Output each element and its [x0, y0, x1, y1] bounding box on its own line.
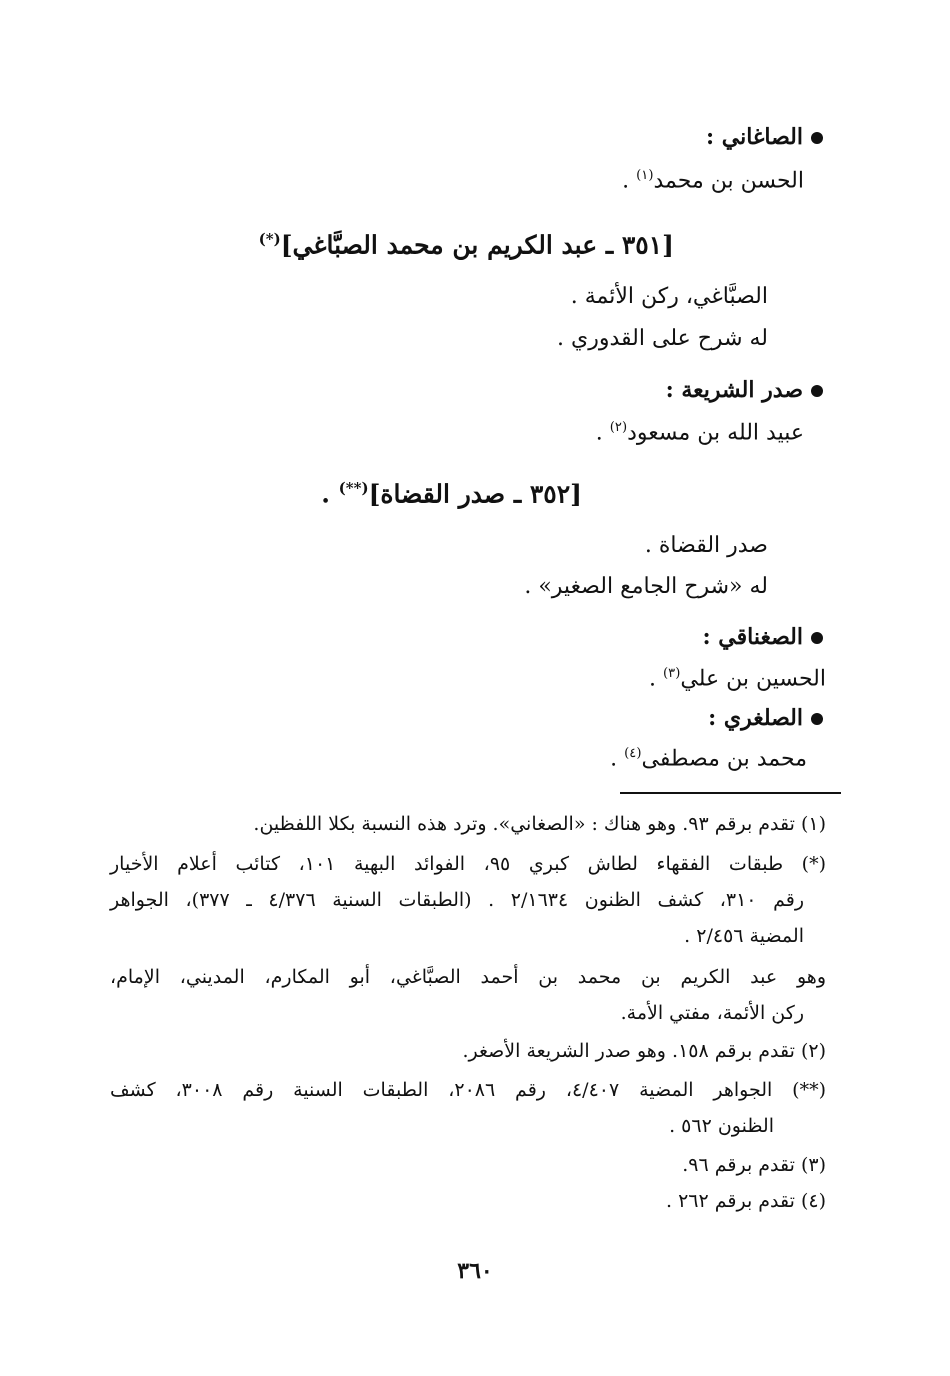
entry-sighnaqi-body: الحسين بن علي$^{(٣)}$ .: [648, 666, 826, 692]
entry-salghari-body: محمد بن مصطفى$^{(٤)}$ .: [610, 746, 807, 772]
footnote-ref-3: (٣): [662, 666, 681, 681]
footnote-1: (١) تقدم برقم ٩٣. وهو هناك : «الصغاني». وترد هذه النسبة بكلا اللفظين.: [253, 813, 826, 835]
footnote-ref-4: (٤): [624, 746, 642, 761]
footnote-ref-star: (*): [258, 230, 281, 248]
heading-sighnaqi: الصغناقي :: [703, 624, 823, 650]
bullet-icon: [811, 713, 823, 725]
footnote-double-star-line1: (**) الجواهر المضية ٤/٤٠٧، رقم ٢٠٨٦، الطبقات السنية رقم ٣٠٠٨، كشف: [110, 1079, 827, 1101]
footnote-divider: [620, 792, 841, 794]
footnote-double-star-line2: الظنون ٥٦٢ .: [669, 1115, 774, 1137]
bullet-icon: [811, 385, 823, 397]
bullet-icon: [811, 132, 823, 144]
entry-title-352: [٣٥٢ ـ صدر القضاة](**) .: [321, 479, 582, 509]
footnote-star-line1: (*) طبقات الفقهاء لطاش كبري ٩٥، الفوائد البهية ١٠١، كتائب أعلام الأخيار: [110, 853, 826, 875]
footnote-ref-double-star: (**): [338, 479, 369, 497]
footnote-ref-2: (٢): [609, 420, 628, 435]
heading-saghani: الصاغاني :: [706, 124, 823, 150]
footnote-star-line2: رقم ٣١٠، كشف الظنون ٢/١٦٣٤ . (الطبقات السنية ٤/٣٧٦ ـ ٣٧٧)، الجواهر: [110, 889, 804, 911]
heading-sadr-alsharia: صدر الشريعة :: [666, 377, 823, 403]
footnote-star-para2-line1: وهو عبد الكريم بن محمد بن أحمد الصبَّاغي، أبو المكارم، المديني، الإمام،: [110, 966, 826, 988]
entry-sadr-alsharia-body: عبيد الله بن مسعود$^{(٢)}$ .: [595, 420, 804, 446]
footnote-star-line3: المضية ٢/٤٥٦ .: [684, 925, 804, 947]
entry-352-line1: صدر القضاة .: [644, 533, 768, 558]
entry-saghani-body: الحسن بن محمد$^{(١)}$ .: [622, 168, 804, 194]
entry-title-351: [٣٥١ ـ عبد الكريم بن محمد الصبَّاغي](*): [258, 230, 674, 260]
entry-352-line2: له «شرح الجامع الصغير» .: [524, 574, 768, 599]
bullet-icon: [811, 632, 823, 644]
footnote-3: (٣) تقدم برقم ٩٦.: [682, 1154, 826, 1176]
footnote-4: (٤) تقدم برقم ٢٦٢ .: [665, 1190, 826, 1212]
entry-351-line2: له شرح على القدوري .: [557, 326, 768, 351]
footnote-2: (٢) تقدم برقم ١٥٨. وهو صدر الشريعة الأصغر.: [462, 1040, 826, 1062]
entry-351-line1: الصبَّاغي، ركن الأئمة .: [570, 284, 768, 309]
footnote-ref-1: (١): [636, 168, 654, 183]
page-number: ٣٦٠: [457, 1258, 493, 1284]
footnote-star-para2-line2: ركن الأئمة، مفتي الأمة.: [620, 1002, 804, 1024]
heading-salghari: الصلغري :: [708, 705, 823, 731]
